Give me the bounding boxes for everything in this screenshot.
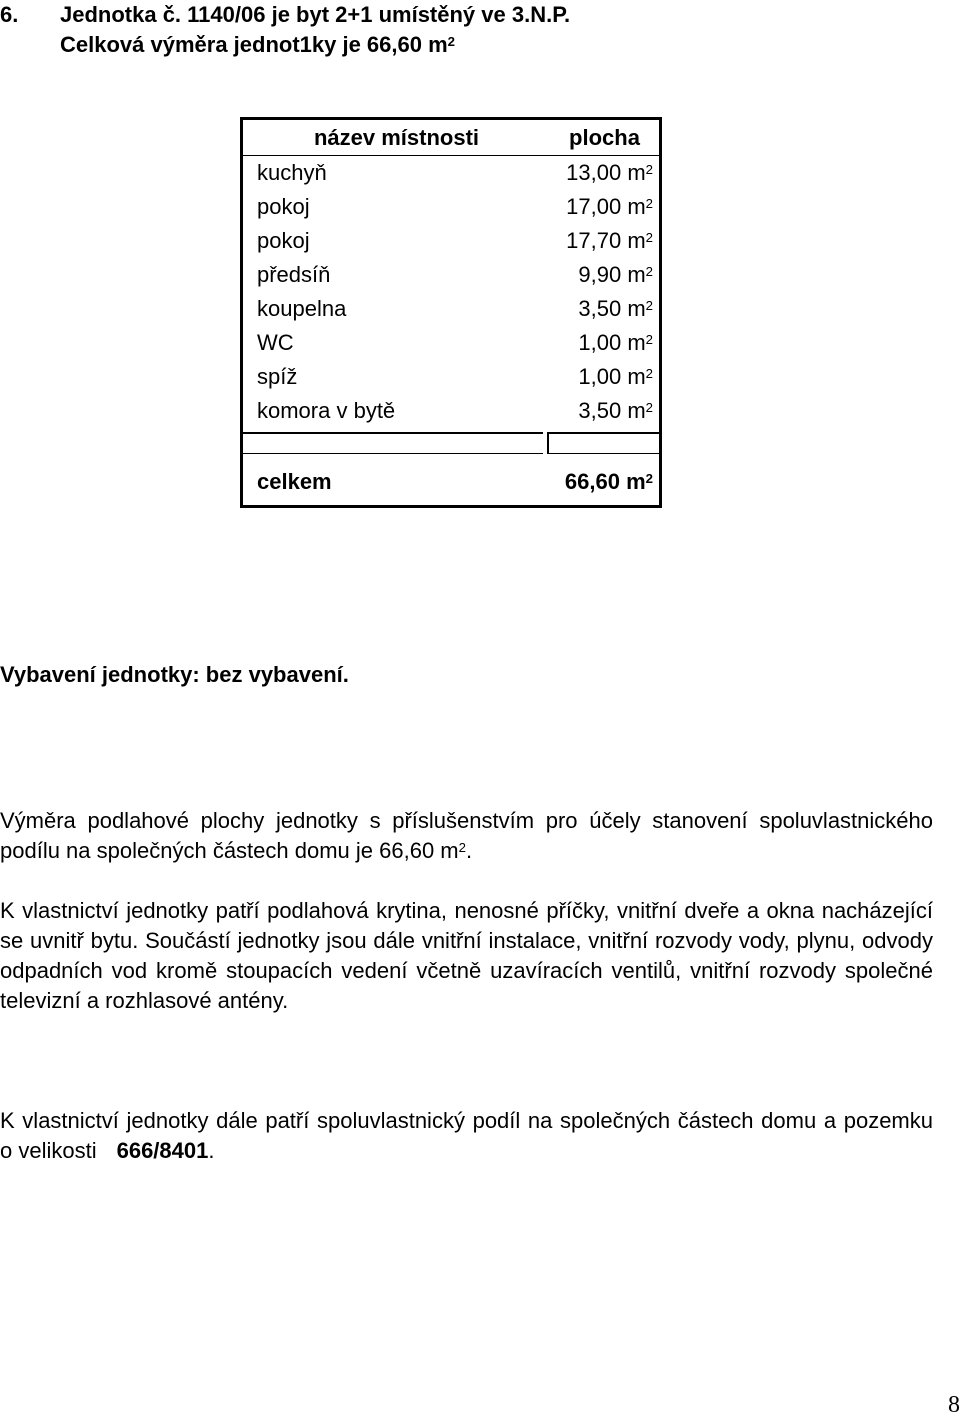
table-row bbox=[243, 394, 659, 428]
header-room-name: název místnosti bbox=[313, 124, 480, 150]
table-row bbox=[243, 258, 659, 292]
room-name: pokoj bbox=[257, 228, 310, 253]
room-name: pokoj bbox=[257, 194, 310, 219]
ownership-paragraph: K vlastnictví jednotky patří podlahová krytina, nenosné příčky, vnitřní dveře a okna nacházející se uvnitř bytu. Součástí jednotky jsou dále vnitřní instalace, vnitřní rozvody vody, plynu, odvody odpadních vod kromě stoupacích vedení včetně uzavíracích ventilů, vnitřní rozvody společné televizní a rozhlasové antény. bbox=[0, 898, 933, 1013]
room-area: 17,00 $m^2$ bbox=[566, 194, 653, 219]
section-heading bbox=[0, 0, 570, 30]
superscript: 2 bbox=[447, 34, 456, 50]
table-row bbox=[243, 224, 659, 258]
room-area: 3,50 $m^2$ bbox=[578, 296, 653, 321]
table-row bbox=[243, 292, 659, 326]
total-area-text: Celková výměra jednot1ky je 66,60 m bbox=[60, 32, 448, 57]
header-area: plocha bbox=[569, 124, 640, 150]
equipment-note: Vybavení jednotky: bez vybavení. bbox=[0, 662, 349, 687]
floor-area-paragraph: Výměra podlahové plochy jednotky s příslušenstvím pro účely stanovení spoluvlastnického podílu na společných částech domu je 66,60 $m^2$. bbox=[0, 808, 933, 863]
total-area: 66,60 $m^2$ bbox=[564, 468, 653, 494]
room-name: komora v bytě bbox=[257, 398, 396, 423]
table-row bbox=[243, 360, 659, 394]
room-area: 1,00 $m^2$ bbox=[578, 364, 653, 389]
table-row bbox=[243, 190, 659, 224]
room-area: 3,50 $m^2$ bbox=[578, 398, 653, 423]
room-name: předsíň bbox=[257, 262, 331, 287]
section-number: 6. bbox=[0, 2, 19, 27]
unit-title: Jednotka č. 1140/06 je byt 2+1 umístěný ve 3.N.P. bbox=[60, 2, 571, 27]
table-row bbox=[243, 326, 659, 360]
room-area: 13,00 $m^2$ bbox=[566, 160, 653, 185]
blank-cell bbox=[243, 432, 543, 454]
blank-cell bbox=[547, 432, 659, 454]
room-name: WC bbox=[257, 330, 294, 355]
room-name: koupelna bbox=[257, 296, 347, 321]
share-value: 666/8401 bbox=[116, 1138, 209, 1163]
table-header bbox=[243, 120, 659, 156]
table-row bbox=[243, 156, 659, 190]
table-blank-row bbox=[243, 428, 659, 458]
room-area: 1,00 $m^2$ bbox=[578, 330, 653, 355]
room-table bbox=[240, 117, 662, 508]
page-number: 8 bbox=[948, 1392, 960, 1418]
share-paragraph: K vlastnictví jednotky dále patří spoluvlastnický podíl na společných částech domu a pozemku o velikosti 666/8401. bbox=[0, 1108, 933, 1163]
room-name: spíž bbox=[257, 364, 298, 389]
total-area-line bbox=[60, 30, 455, 60]
table-total-row bbox=[243, 458, 659, 505]
room-name: kuchyň bbox=[257, 160, 327, 185]
total-label: celkem bbox=[257, 468, 332, 494]
room-area: 17,70 $m^2$ bbox=[566, 228, 653, 253]
room-area: 9,90 $m^2$ bbox=[578, 262, 653, 287]
